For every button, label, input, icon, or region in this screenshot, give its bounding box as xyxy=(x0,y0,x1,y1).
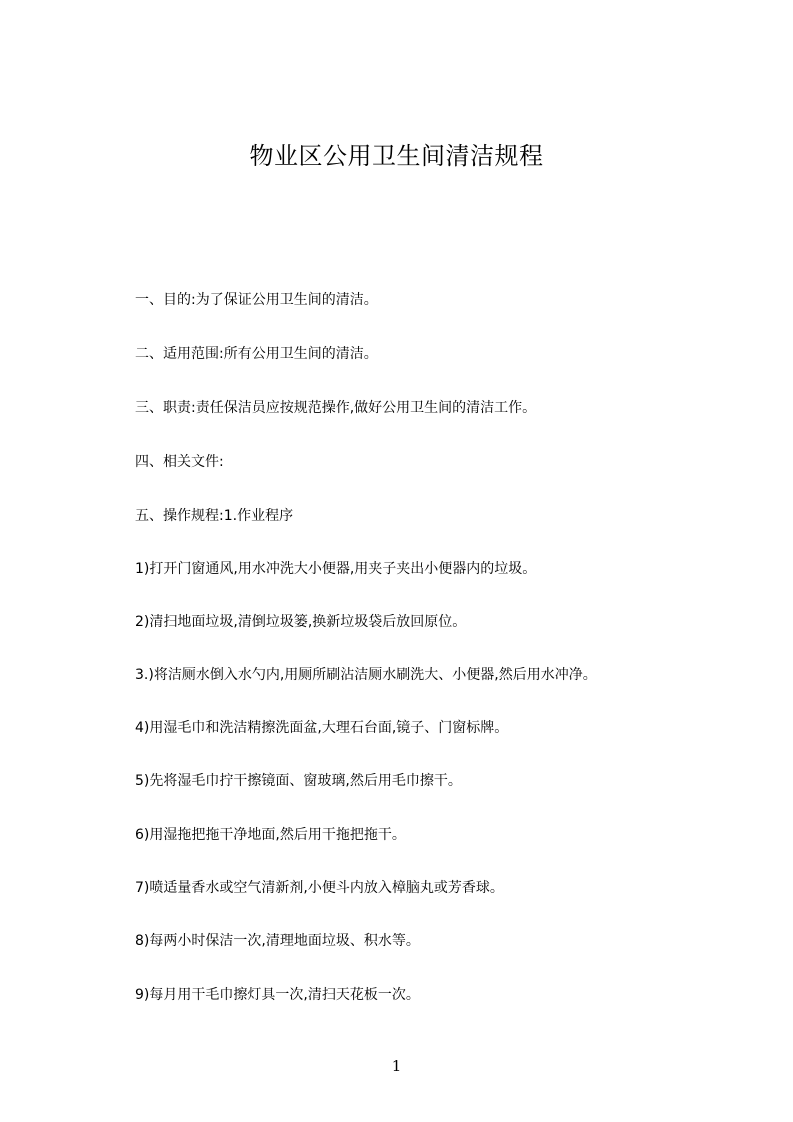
paragraph-related-documents: 四、相关文件: xyxy=(135,454,224,470)
procedure-step-7: 7)喷适量香水或空气清新剂,小便斗内放入樟脑丸或芳香球。 xyxy=(135,880,504,896)
page-number: 1 xyxy=(391,1057,402,1075)
paragraph-purpose: 一、目的:为了保证公用卫生间的清洁。 xyxy=(135,292,378,308)
procedure-step-9: 9)每月用干毛巾擦灯具一次,清扫天花板一次。 xyxy=(135,987,420,1003)
procedure-step-4: 4)用湿毛巾和洗洁精擦洗面盆,大理石台面,镜子、门窗标牌。 xyxy=(135,720,509,736)
procedure-step-5: 5)先将湿毛巾拧干擦镜面、窗玻璃,然后用毛巾擦干。 xyxy=(135,773,462,789)
procedure-step-2: 2)清扫地面垃圾,清倒垃圾篓,换新垃圾袋后放回原位。 xyxy=(135,614,467,630)
procedure-step-1: 1)打开门窗通风,用水冲洗大小便器,用夹子夹出小便器内的垃圾。 xyxy=(135,561,537,577)
procedure-step-3: 3.)将洁厕水倒入水勺内,用厕所刷沾洁厕水刷洗大、小便器,然后用水冲净。 xyxy=(135,667,597,683)
paragraph-scope: 二、适用范围:所有公用卫生间的清洁。 xyxy=(135,346,378,362)
document-title: 物业区公用卫生间清洁规程 xyxy=(249,142,544,170)
paragraph-responsibility: 三、职责:责任保洁员应按规范操作,做好公用卫生间的清洁工作。 xyxy=(135,400,537,416)
procedure-step-6: 6)用湿拖把拖干净地面,然后用干拖把拖干。 xyxy=(135,827,406,843)
paragraph-procedure-heading: 五、操作规程:1.作业程序 xyxy=(135,508,294,524)
procedure-step-8: 8)每两小时保洁一次,清理地面垃圾、积水等。 xyxy=(135,933,420,949)
